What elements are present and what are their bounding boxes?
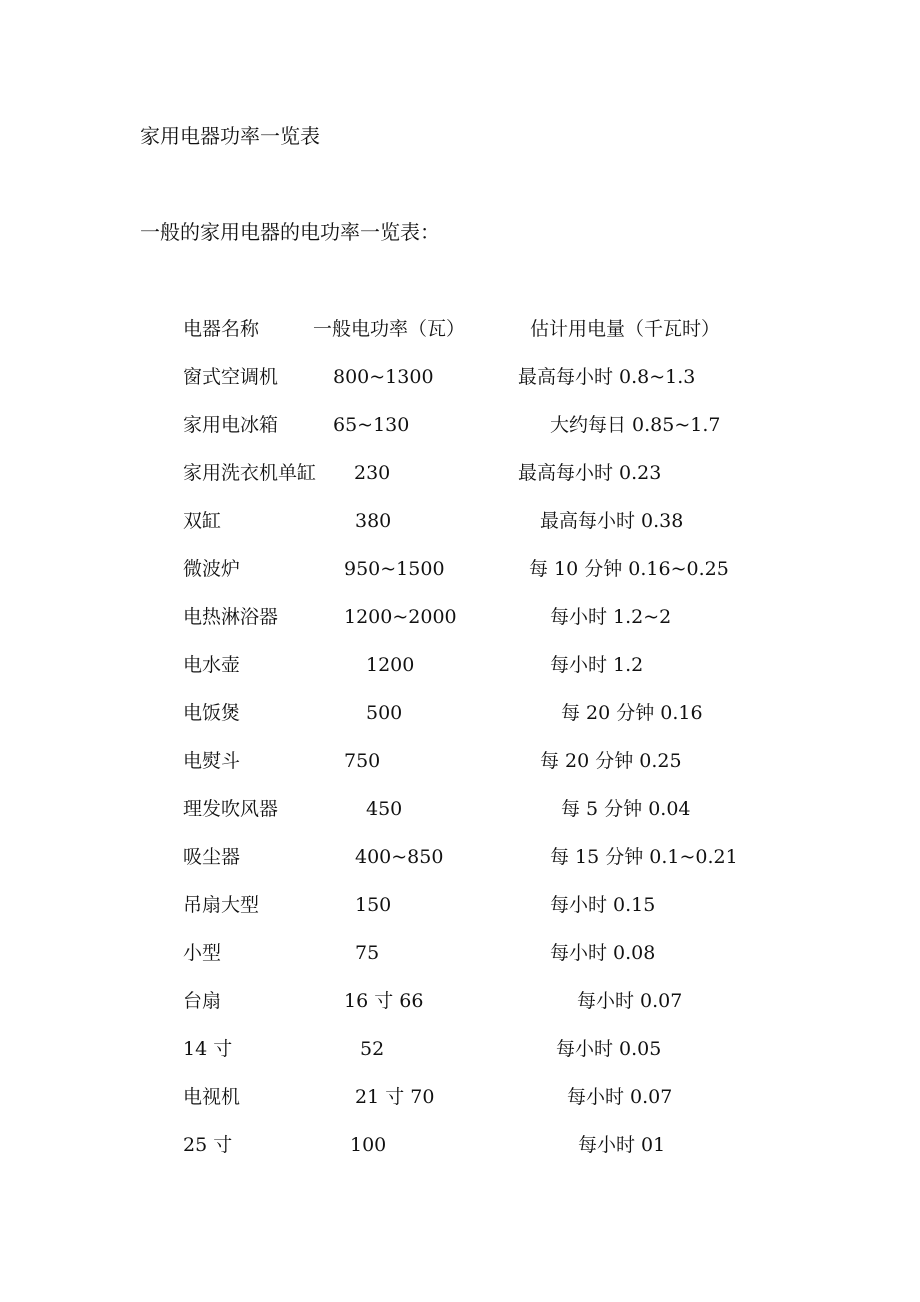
appliance-name: 吸尘器 [183,846,241,868]
appliance-name: 电热淋浴器 [183,606,279,628]
appliance-usage: 每小时 0.07 [577,990,683,1012]
appliance-power: 1200~2000 [344,606,457,628]
header-usage: 估计用电量（千瓦时） [530,318,721,340]
table-row [0,698,920,728]
table-row [0,650,920,680]
table-row [0,554,920,584]
table-row [0,362,920,392]
appliance-name: 电视机 [183,1086,241,1108]
table-row [0,1034,920,1064]
table-row [0,1130,920,1160]
appliance-name: 电熨斗 [183,750,241,772]
header-power: 一般电功率（瓦） [313,318,466,340]
appliance-power: 1200 [366,654,415,676]
appliance-power: 21 寸 70 [355,1086,435,1108]
appliance-name: 小型 [183,942,222,964]
appliance-usage: 每小时 1.2~2 [550,606,672,628]
table-row [0,602,920,632]
appliance-name: 窗式空调机 [183,366,279,388]
appliance-power: 100 [350,1134,387,1156]
appliance-name: 电饭煲 [183,702,241,724]
appliance-power: 16 寸 66 [344,990,424,1012]
appliance-name: 14 寸 [183,1038,233,1060]
appliance-name: 电水壶 [183,654,241,676]
appliance-name: 吊扇大型 [183,894,260,916]
table-row [0,986,920,1016]
appliance-usage: 每小时 0.07 [567,1086,673,1108]
appliance-usage: 大约每日 0.85~1.7 [550,414,721,436]
table-row [0,794,920,824]
table-row [0,458,920,488]
appliance-name: 台扇 [183,990,222,1012]
appliance-power: 75 [355,942,380,964]
appliance-usage: 每 5 分钟 0.04 [561,798,691,820]
appliance-power: 230 [354,462,391,484]
appliance-usage: 每小时 0.08 [550,942,656,964]
appliance-power: 950~1500 [344,558,445,580]
appliance-name: 家用电冰箱 [183,414,279,436]
appliance-name: 微波炉 [183,558,241,580]
appliance-usage: 每 20 分钟 0.25 [540,750,682,772]
appliance-usage: 每 15 分钟 0.1~0.21 [550,846,738,868]
appliance-usage: 每小时 0.05 [556,1038,662,1060]
table-row [0,938,920,968]
appliance-name: 25 寸 [183,1134,233,1156]
appliance-power: 150 [355,894,392,916]
appliance-name: 家用洗衣机单缸 [183,462,317,484]
document-title: 家用电器功率一览表 [140,124,320,148]
appliance-name: 双缸 [183,510,222,532]
appliance-usage: 最高每小时 0.23 [518,462,662,484]
appliance-power: 450 [366,798,403,820]
appliance-usage: 每 20 分钟 0.16 [561,702,703,724]
table-header-row [0,314,920,344]
table-row [0,746,920,776]
appliance-power: 800~1300 [333,366,434,388]
table-row [0,842,920,872]
appliance-power: 380 [355,510,392,532]
document-subtitle: 一般的家用电器的电功率一览表： [140,220,440,244]
appliance-power: 52 [360,1038,385,1060]
appliance-usage: 每小时 1.2 [550,654,644,676]
table-row [0,890,920,920]
appliance-usage: 每小时 0.15 [550,894,656,916]
appliance-name: 理发吹风器 [183,798,279,820]
appliance-usage: 最高每小时 0.38 [540,510,684,532]
table-row [0,506,920,536]
appliance-power: 750 [344,750,381,772]
table-row [0,410,920,440]
table-row [0,1082,920,1112]
appliance-power: 65~130 [333,414,410,436]
appliance-power: 400~850 [355,846,444,868]
header-appliance-name: 电器名称 [183,318,260,340]
appliance-usage: 最高每小时 0.8~1.3 [518,366,696,388]
appliance-usage: 每小时 01 [578,1134,666,1156]
appliance-usage: 每 10 分钟 0.16~0.25 [529,558,729,580]
appliance-power: 500 [366,702,403,724]
